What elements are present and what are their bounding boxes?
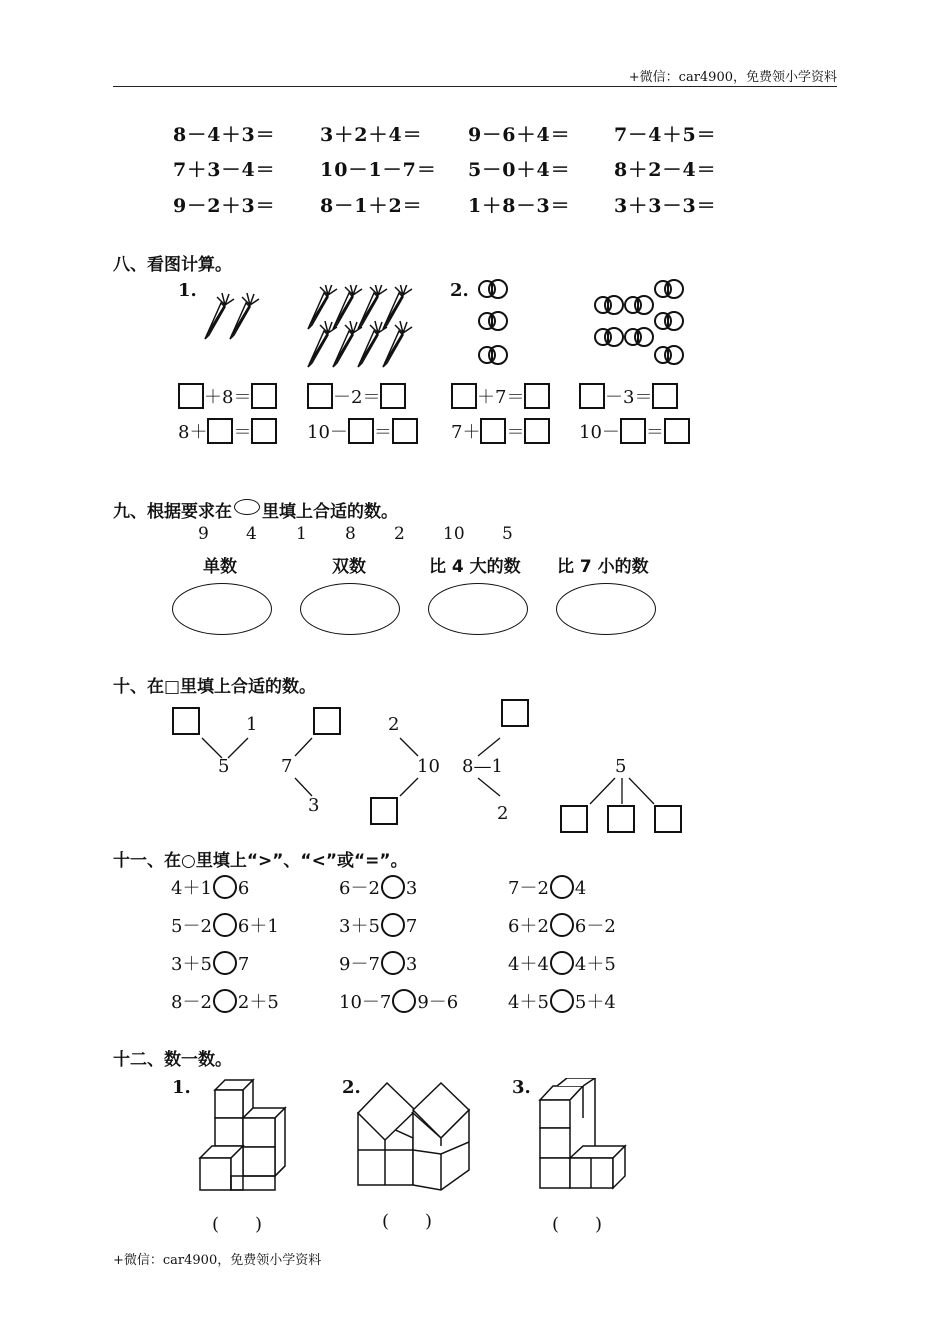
- answer-circle[interactable]: [213, 875, 237, 899]
- number: 3: [308, 795, 320, 816]
- lhs: 10－7: [339, 992, 392, 1013]
- rhs: 3: [405, 954, 418, 975]
- equation: 7＋3－4＝: [173, 159, 276, 181]
- answer-circle[interactable]: [550, 989, 574, 1013]
- section-9-title: [113, 497, 398, 522]
- equation-text: ＝: [373, 422, 392, 443]
- equation: 8＋2－4＝: [614, 159, 717, 181]
- answer-box[interactable]: [654, 805, 682, 833]
- answer-box[interactable]: [652, 383, 678, 409]
- fill-equation: [451, 418, 550, 444]
- rhs: 3: [405, 878, 418, 899]
- answer-box[interactable]: [524, 418, 550, 444]
- answer-circle[interactable]: [381, 913, 405, 937]
- answer-box[interactable]: [172, 707, 200, 735]
- answer-oval[interactable]: [172, 583, 272, 635]
- equation-text: ＝: [233, 422, 252, 443]
- number: 2: [394, 524, 405, 544]
- butterfly-illustration: [470, 275, 695, 370]
- answer-oval[interactable]: [556, 583, 656, 635]
- answer-circle[interactable]: [381, 951, 405, 975]
- number: 1: [296, 524, 307, 544]
- lhs: 6＋2: [508, 916, 549, 937]
- answer-box[interactable]: [664, 418, 690, 444]
- compare-item: [339, 988, 458, 1014]
- compare-item: [339, 950, 417, 976]
- equation: 8－1＋2＝: [320, 195, 423, 217]
- rhs: 6－2: [574, 916, 616, 937]
- equation: 8－4＋3＝: [173, 124, 276, 146]
- compare-item: [171, 874, 249, 900]
- number: 1: [246, 714, 258, 735]
- rhs: 5＋4: [574, 992, 616, 1013]
- answer-circle[interactable]: [550, 875, 574, 899]
- answer-circle[interactable]: [550, 913, 574, 937]
- equation-text: 7＋: [451, 422, 481, 443]
- lhs: 9－7: [339, 954, 380, 975]
- fill-equation: [307, 383, 406, 409]
- fill-equation: [307, 418, 418, 444]
- number: 10: [417, 756, 440, 777]
- compare-item: [171, 912, 279, 938]
- equation-text: ＋8＝: [204, 387, 252, 408]
- fill-equation: [178, 418, 277, 444]
- equation-text: 8＋: [178, 422, 208, 443]
- answer-box[interactable]: [480, 418, 506, 444]
- number: 5: [218, 756, 230, 777]
- compare-item: [508, 950, 616, 976]
- rhs: 4: [574, 878, 587, 899]
- answer-circle[interactable]: [213, 913, 237, 937]
- compare-item: [339, 912, 417, 938]
- answer-box[interactable]: [313, 707, 341, 735]
- lhs: 7－2: [508, 878, 549, 899]
- answer-parentheses[interactable]: ( ): [382, 1211, 433, 1232]
- rhs: 9－6: [417, 992, 459, 1013]
- compare-item: [508, 874, 586, 900]
- title-part: 里填上合适的数。: [262, 502, 398, 522]
- problem-number: 1.: [178, 280, 197, 301]
- problem-number: 2.: [450, 280, 469, 301]
- rhs: 7: [405, 916, 418, 937]
- equation-text: 10－: [579, 422, 620, 443]
- compare-item: [171, 988, 279, 1014]
- answer-box[interactable]: [178, 383, 204, 409]
- answer-box[interactable]: [251, 418, 277, 444]
- answer-box[interactable]: [607, 805, 635, 833]
- equation-text: ＋7＝: [477, 387, 525, 408]
- equation: 3＋3－3＝: [614, 195, 717, 217]
- lhs: 8－2: [171, 992, 212, 1013]
- answer-box[interactable]: [524, 383, 550, 409]
- fill-equation: [451, 383, 550, 409]
- problem-number: 1.: [172, 1077, 191, 1098]
- compare-item: [171, 950, 249, 976]
- equation: 3＋2＋4＝: [320, 124, 423, 146]
- section-8-title: 八、看图计算。: [113, 255, 232, 275]
- problem-number: 2.: [342, 1077, 361, 1098]
- fill-equation: [579, 383, 678, 409]
- answer-box[interactable]: [251, 383, 277, 409]
- equation-text: 10－: [307, 422, 348, 443]
- answer-box[interactable]: [370, 797, 398, 825]
- rhs: 2＋5: [237, 992, 279, 1013]
- lhs: 3＋5: [171, 954, 212, 975]
- lhs: 4＋1: [171, 878, 212, 899]
- number: 8—1: [462, 756, 503, 777]
- rhs: 4＋5: [574, 954, 616, 975]
- answer-box[interactable]: [207, 418, 233, 444]
- section-12-title: 十二、数一数。: [113, 1050, 232, 1070]
- rhs: 7: [237, 954, 250, 975]
- answer-parentheses[interactable]: ( ): [552, 1214, 603, 1235]
- answer-circle[interactable]: [550, 951, 574, 975]
- title-part: 九、根据要求在: [113, 502, 232, 522]
- answer-box[interactable]: [451, 383, 477, 409]
- header-text: +微信：car4900，免费领小学资料: [628, 70, 837, 85]
- answer-parentheses[interactable]: ( ): [212, 1214, 263, 1235]
- number: 4: [246, 524, 257, 544]
- answer-box[interactable]: [307, 383, 333, 409]
- equation: 9－2＋3＝: [173, 195, 276, 217]
- footer-text: +微信：car4900，免费领小学资料: [113, 1253, 322, 1268]
- equation-text: ＝: [645, 422, 664, 443]
- equation-text: －3＝: [605, 387, 653, 408]
- number: 8: [345, 524, 356, 544]
- section-11-title: 十一、在○里填上“>”、“<”或“=”。: [113, 851, 408, 871]
- fill-equation: [178, 383, 277, 409]
- rhs: 6＋1: [237, 916, 279, 937]
- cube-figure-3: [535, 1078, 635, 1196]
- answer-oval[interactable]: [428, 583, 528, 635]
- answer-circle[interactable]: [392, 989, 416, 1013]
- lhs: 4＋4: [508, 954, 549, 975]
- equation-text: ＝: [506, 422, 525, 443]
- compare-item: [508, 988, 616, 1014]
- category-label: 双数: [332, 557, 366, 577]
- lhs: 4＋5: [508, 992, 549, 1013]
- number: 2: [497, 803, 509, 824]
- answer-box[interactable]: [392, 418, 418, 444]
- answer-box[interactable]: [501, 699, 529, 727]
- equation: 9－6＋4＝: [468, 124, 571, 146]
- number: 10: [443, 524, 465, 544]
- answer-circle[interactable]: [213, 951, 237, 975]
- category-label: 比 7 小的数: [557, 557, 649, 577]
- cube-figure-1: [195, 1078, 295, 1196]
- answer-circle[interactable]: [213, 989, 237, 1013]
- answer-box[interactable]: [380, 383, 406, 409]
- number: 5: [615, 756, 627, 777]
- lhs: 6－2: [339, 878, 380, 899]
- equation: 1＋8－3＝: [468, 195, 571, 217]
- compare-item: [508, 912, 616, 938]
- answer-circle[interactable]: [381, 875, 405, 899]
- number: 9: [198, 524, 209, 544]
- carrot-illustration: [195, 285, 430, 370]
- compare-item: [339, 874, 417, 900]
- oval-icon: [234, 499, 260, 515]
- equation: 5－0＋4＝: [468, 159, 571, 181]
- number: 2: [388, 714, 400, 735]
- equation: 10－1－7＝: [320, 159, 437, 181]
- fill-equation: [579, 418, 690, 444]
- cube-figure-2: [355, 1080, 473, 1192]
- number: 5: [502, 524, 513, 544]
- problem-number: 3.: [512, 1077, 531, 1098]
- number: 7: [281, 756, 293, 777]
- category-label: 单数: [203, 557, 237, 577]
- lhs: 3＋5: [339, 916, 380, 937]
- equation-text: －2＝: [333, 387, 381, 408]
- answer-box[interactable]: [620, 418, 646, 444]
- answer-box[interactable]: [348, 418, 374, 444]
- header-rule: [113, 86, 837, 87]
- answer-box[interactable]: [560, 805, 588, 833]
- answer-oval[interactable]: [300, 583, 400, 635]
- lhs: 5－2: [171, 916, 212, 937]
- equation: 7－4＋5＝: [614, 124, 717, 146]
- section-10-title: 十、在□里填上合适的数。: [113, 677, 317, 697]
- rhs: 6: [237, 878, 250, 899]
- answer-box[interactable]: [579, 383, 605, 409]
- category-label: 比 4 大的数: [429, 557, 521, 577]
